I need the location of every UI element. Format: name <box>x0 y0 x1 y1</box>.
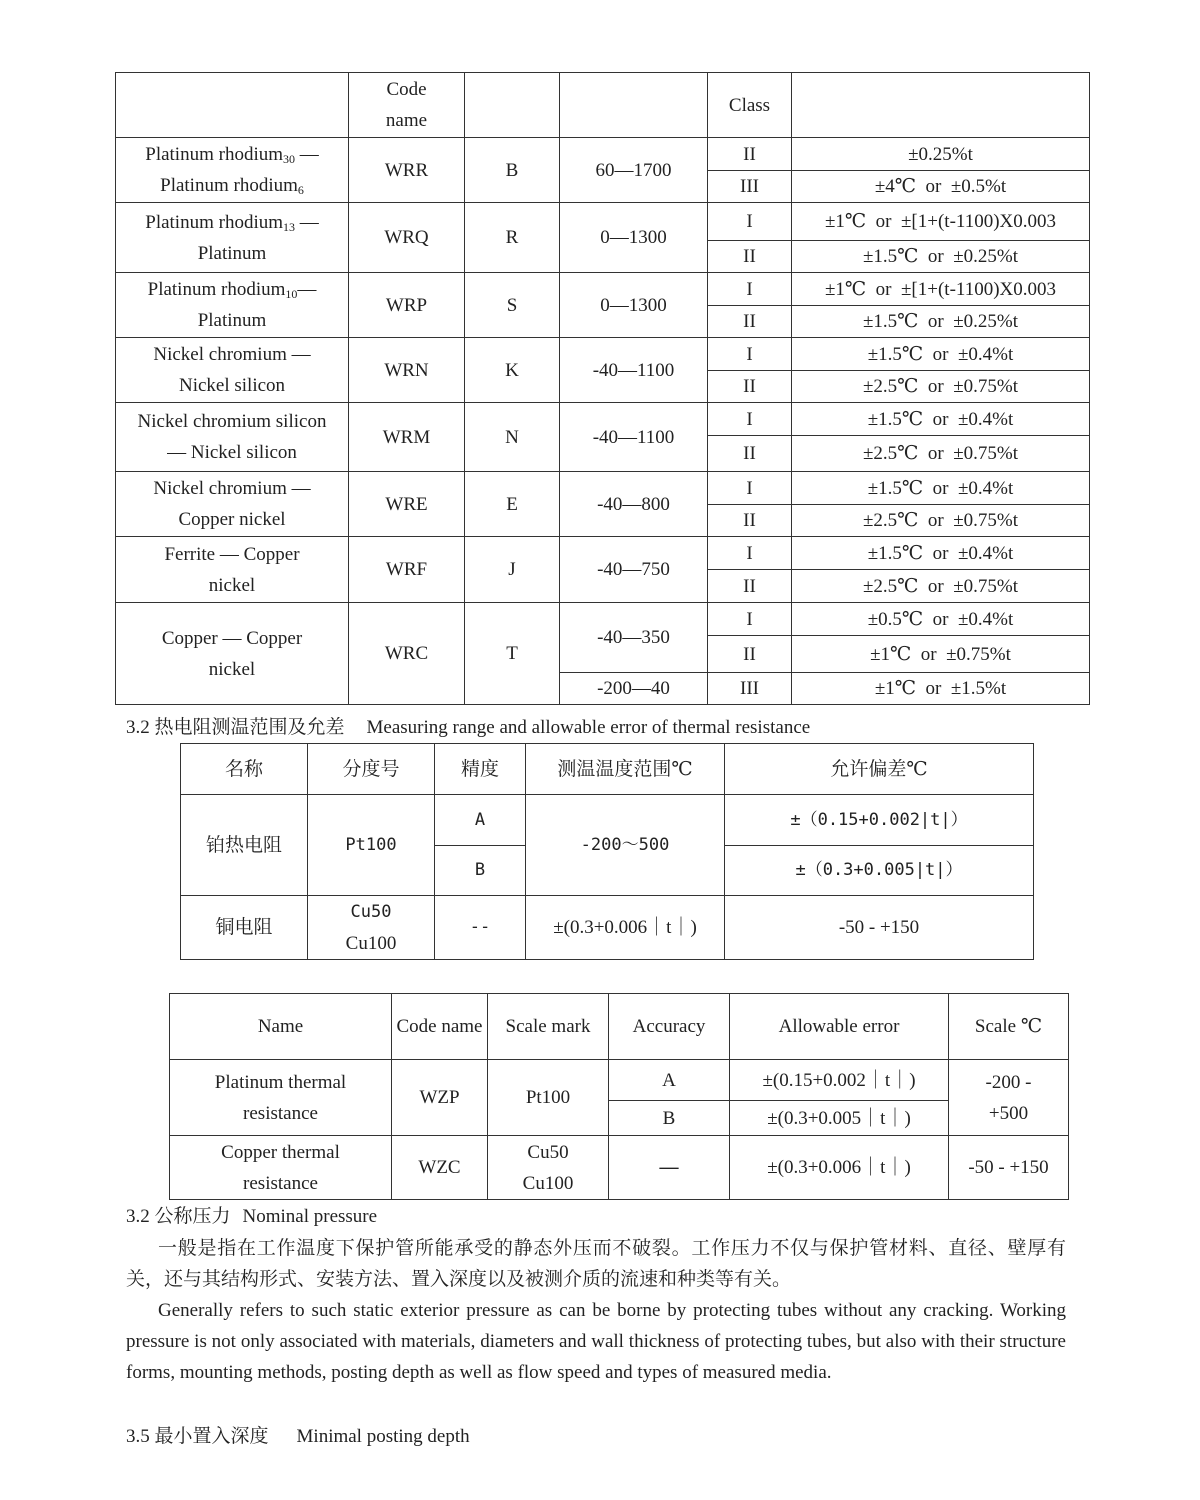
scale-cell: -200 - +500 <box>949 1060 1069 1136</box>
class-cell: II <box>708 241 792 273</box>
paragraph-en: Generally refers to such static exterior pressure as can be borne by protecting tubes without any cracking. Working pressure is not only associated with materials, diameters and wall thickness of protecting tubes, but also with their structure forms, mounting methods, posting depth as well as flow speed and types of measured media. <box>126 1300 1066 1383</box>
header-scale: 分度号 <box>308 744 435 795</box>
header-tolerance: 允许偏差℃ <box>725 744 1034 795</box>
name-cell: 铜电阻 <box>181 896 308 960</box>
thermocouple-name-cell: Nickel chromium silicon — Nickel silicon <box>116 403 349 472</box>
table-row <box>116 203 1090 241</box>
type-cell: R <box>465 203 560 273</box>
mark-cell: Pt100 <box>488 1060 609 1136</box>
table-row <box>116 537 1090 570</box>
header-scale: Scale ℃ <box>949 994 1069 1060</box>
error-cell: ±(0.3+0.006｜t｜) <box>730 1136 949 1200</box>
header-allowable-error: Allowable error <box>730 994 949 1060</box>
tolerance-cell: ±（0.3+0.005|t|） <box>725 846 1034 896</box>
code-cell: WRN <box>349 338 465 403</box>
range-cell: ±(0.3+0.006｜t｜) <box>526 896 725 960</box>
section-heading-thermal-resistance: 3.2 热电阻测温范围及允差 Measuring range and allowable error of thermal resistance <box>126 717 811 738</box>
scale-cell: -50 - +150 <box>949 1136 1069 1200</box>
accuracy-cell: — <box>609 1136 730 1200</box>
tolerance-cell: ±2.5℃ or ±0.75%t <box>792 505 1090 537</box>
thermocouple-name-cell: Ferrite — Copper nickel <box>116 537 349 603</box>
class-cell: II <box>708 436 792 472</box>
range-cell: -40—1100 <box>560 338 708 403</box>
tolerance-cell: ±0.25%t <box>792 138 1090 171</box>
class-cell: I <box>708 472 792 505</box>
grade-cell: B <box>435 846 526 896</box>
tolerance-cell: ±1℃ or ±[1+(t-1100)X0.003 <box>792 273 1090 306</box>
header-name: 名称 <box>181 744 308 795</box>
scale-cell: Pt100 <box>308 795 435 896</box>
range-cell: 0—1300 <box>560 273 708 338</box>
table-row <box>181 795 1034 846</box>
code-cell: WRP <box>349 273 465 338</box>
paragraph-zh: 一般是指在工作温度下保护管所能承受的静态外压而不破裂。工作压力不仅与保护管材料、直径、壁厚有关，还与其结构形式、安装方法、置入深度以及被测介质的流速和种类等有关。 <box>126 1238 1066 1290</box>
tolerance-cell: ±0.5℃ or ±0.4%t <box>792 603 1090 636</box>
tolerance-cell: ±2.5℃ or ±0.75%t <box>792 436 1090 472</box>
table-header-row <box>116 73 1090 138</box>
class-cell: I <box>708 338 792 371</box>
header-accuracy: Accuracy <box>609 994 730 1060</box>
class-cell: II <box>708 505 792 537</box>
tolerance-cell: ±1.5℃ or ±0.4%t <box>792 472 1090 505</box>
type-cell: B <box>465 138 560 203</box>
type-cell: T <box>465 603 560 705</box>
class-cell: II <box>708 570 792 603</box>
range-cell: -200～500 <box>526 795 725 896</box>
accuracy-cell: A <box>609 1060 730 1101</box>
table-header-row <box>170 994 1069 1060</box>
class-cell: I <box>708 603 792 636</box>
table-row <box>170 1136 1069 1200</box>
range-cell: -40—800 <box>560 472 708 537</box>
class-cell: II <box>708 636 792 673</box>
scale-cell: Cu50 Cu100 <box>308 896 435 960</box>
accuracy-cell: B <box>609 1101 730 1136</box>
tolerance-cell: ±1.5℃ or ±0.4%t <box>792 338 1090 371</box>
tolerance-cell: ±1.5℃ or ±0.25%t <box>792 241 1090 273</box>
tolerance-cell: ±1.5℃ or ±0.4%t <box>792 403 1090 436</box>
header-code-name: Code name <box>392 994 488 1060</box>
tolerance-cell: ±（0.15+0.002|t|） <box>725 795 1034 846</box>
class-cell: III <box>708 673 792 705</box>
code-cell: WRM <box>349 403 465 472</box>
header-class: Class <box>708 73 792 138</box>
range-cell: 0—1300 <box>560 203 708 273</box>
table-row <box>116 472 1090 505</box>
class-cell: II <box>708 306 792 338</box>
table-row <box>116 338 1090 371</box>
thermocouple-name-cell: Platinum rhodium$_{10}$— Platinum <box>116 273 349 338</box>
tolerance-cell: ±4℃ or ±0.5%t <box>792 171 1090 203</box>
thermal-resistance-table-cn <box>180 743 1034 960</box>
header-cell <box>792 73 1090 138</box>
code-cell: WZC <box>392 1136 488 1200</box>
thermocouple-name-cell: Nickel chromium — Copper nickel <box>116 472 349 537</box>
error-cell: ±(0.3+0.005｜t｜) <box>730 1101 949 1136</box>
thermocouple-name-cell: Copper — Copper nickel <box>116 603 349 705</box>
grade-cell: A <box>435 795 526 846</box>
class-cell: II <box>708 371 792 403</box>
range-cell: -40—350 <box>560 603 708 673</box>
tolerance-cell: ±2.5℃ or ±0.75%t <box>792 371 1090 403</box>
tolerance-cell: ±1.5℃ or ±0.4%t <box>792 537 1090 570</box>
header-cell <box>560 73 708 138</box>
type-cell: N <box>465 403 560 472</box>
section-heading-nominal-pressure: 3.2 公称压力 Nominal pressure <box>126 1206 378 1227</box>
name-cell: 铂热电阻 <box>181 795 308 896</box>
class-cell: I <box>708 273 792 306</box>
table-row <box>116 273 1090 306</box>
header-name: Name <box>170 994 392 1060</box>
code-cell: WRC <box>349 603 465 705</box>
name-cell: Copper thermal resistance <box>170 1136 392 1200</box>
type-cell: K <box>465 338 560 403</box>
range-cell: -200—40 <box>560 673 708 705</box>
code-cell: WRR <box>349 138 465 203</box>
class-cell: II <box>708 138 792 171</box>
header-range: 测温温度范围℃ <box>526 744 725 795</box>
tolerance-cell: ±1℃ or ±0.75%t <box>792 636 1090 673</box>
table-row <box>181 896 1034 960</box>
range-cell: -40—1100 <box>560 403 708 472</box>
table-row <box>116 403 1090 436</box>
error-cell: ±(0.15+0.002｜t｜) <box>730 1060 949 1101</box>
header-scale-mark: Scale mark <box>488 994 609 1060</box>
thermal-resistance-table-en <box>169 993 1069 1200</box>
table-row <box>170 1060 1069 1101</box>
range-cell: 60—1700 <box>560 138 708 203</box>
tolerance-cell: -50 - +150 <box>725 896 1034 960</box>
code-cell: WRE <box>349 472 465 537</box>
type-cell: J <box>465 537 560 603</box>
class-cell: I <box>708 203 792 241</box>
table-header-row <box>181 744 1034 795</box>
type-cell: S <box>465 273 560 338</box>
thermocouple-name-cell: Platinum rhodium$_{13}$ — Platinum <box>116 203 349 273</box>
thermocouple-name-cell: Platinum rhodium$_{30}$ — Platinum rhodium$_6$ <box>116 138 349 203</box>
table-row <box>116 603 1090 636</box>
table-row <box>116 138 1090 171</box>
class-cell: I <box>708 403 792 436</box>
tolerance-cell: ±1.5℃ or ±0.25%t <box>792 306 1090 338</box>
thermocouple-name-cell: Nickel chromium — Nickel silicon <box>116 338 349 403</box>
tolerance-cell: ±1℃ or ±[1+(t-1100)X0.003 <box>792 203 1090 241</box>
header-code-name: Code name <box>349 73 465 138</box>
tolerance-cell: ±1℃ or ±1.5%t <box>792 673 1090 705</box>
code-cell: WRQ <box>349 203 465 273</box>
section-heading-posting-depth: 3.5 最小置入深度 Minimal posting depth <box>126 1426 470 1447</box>
mark-cell: Cu50 Cu100 <box>488 1136 609 1200</box>
tolerance-cell: ±2.5℃ or ±0.75%t <box>792 570 1090 603</box>
name-cell: Platinum thermal resistance <box>170 1060 392 1136</box>
grade-cell: -- <box>435 896 526 960</box>
class-cell: I <box>708 537 792 570</box>
code-cell: WRF <box>349 537 465 603</box>
header-cell <box>465 73 560 138</box>
header-cell <box>116 73 349 138</box>
code-cell: WZP <box>392 1060 488 1136</box>
class-cell: III <box>708 171 792 203</box>
range-cell: -40—750 <box>560 537 708 603</box>
header-grade: 精度 <box>435 744 526 795</box>
thermocouple-table <box>115 72 1090 705</box>
type-cell: E <box>465 472 560 537</box>
